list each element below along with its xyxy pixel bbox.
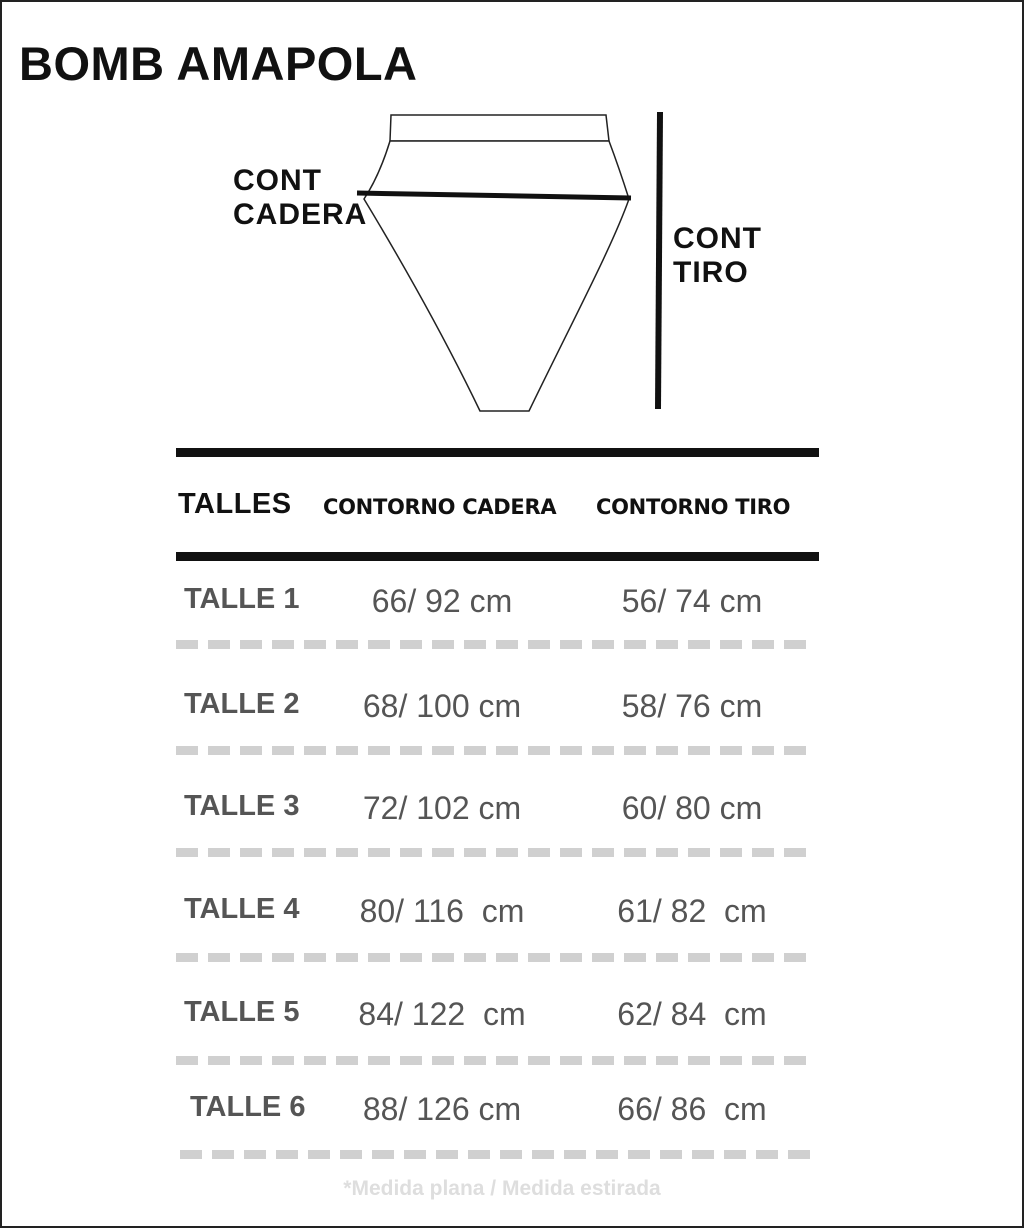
rise-measure-line [658, 112, 660, 409]
row-divider [180, 1150, 820, 1159]
size-label: TALLE 5 [184, 996, 300, 1028]
rise-value: 60/ 80 cm [621, 790, 763, 826]
row-divider [176, 848, 816, 857]
header-talles: TALLES [178, 488, 292, 520]
rise-value: 61/ 82 cm [617, 893, 767, 929]
table-row [2, 996, 1022, 1056]
header-contorno-cadera: CONTORNO CADERA [323, 495, 557, 519]
size-label: TALLE 2 [184, 688, 300, 720]
table-row [2, 688, 1022, 748]
size-label: TALLE 3 [184, 790, 300, 822]
size-label: TALLE 6 [190, 1091, 306, 1123]
table-row [2, 893, 1022, 953]
header-contorno-tiro: CONTORNO TIRO [596, 495, 791, 519]
size-label: TALLE 4 [184, 893, 300, 925]
rise-value: 58/ 76 cm [621, 688, 763, 724]
table-header-rule [176, 552, 819, 561]
hip-value: 88/ 126 cm [362, 1091, 522, 1127]
row-divider [176, 746, 816, 755]
rise-value: 66/ 86 cm [617, 1091, 767, 1127]
hip-value: 68/ 100 cm [362, 688, 522, 724]
rise-label-line1: CONT [673, 222, 762, 255]
product-title: BOMB AMAPOLA [19, 37, 418, 90]
waistband-outline [390, 115, 609, 141]
rise-value: 56/ 74 cm [621, 583, 763, 619]
garment-outline [364, 141, 629, 411]
table-row [2, 583, 1022, 643]
rise-value: 62/ 84 cm [617, 996, 767, 1032]
hip-value: 66/ 92 cm [371, 583, 513, 619]
hip-value: 80/ 116 cm [359, 893, 525, 929]
footnote: *Medida plana / Medida estirada [343, 1177, 661, 1200]
hip-value: 72/ 102 cm [362, 790, 522, 826]
garment-diagram [2, 2, 1022, 432]
row-divider [176, 1056, 816, 1065]
hip-value: 84/ 122 cm [358, 996, 526, 1032]
row-divider [176, 953, 816, 962]
rise-label-line2: TIRO [673, 256, 749, 289]
hip-label-line2: CADERA [233, 198, 368, 231]
table-row [2, 790, 1022, 850]
table-top-rule [176, 448, 819, 457]
hip-label-line1: CONT [233, 164, 322, 197]
size-label: TALLE 1 [184, 583, 300, 615]
table-row [2, 1091, 1022, 1151]
row-divider [176, 640, 816, 649]
